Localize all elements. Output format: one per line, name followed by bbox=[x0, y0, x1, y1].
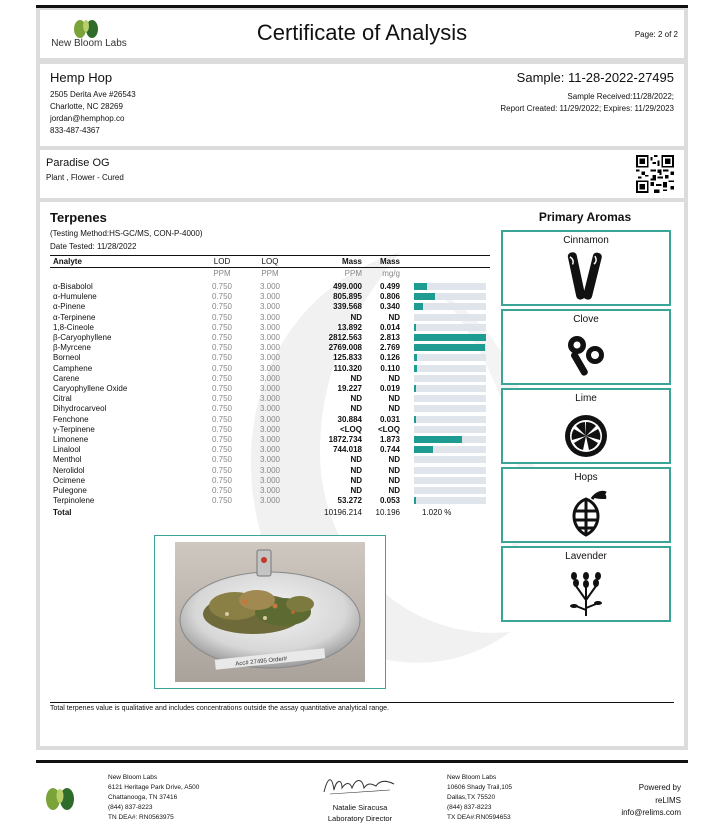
concentration-bar-track bbox=[414, 344, 486, 351]
lod-cell: 0.750 bbox=[211, 302, 233, 312]
concentration-bar bbox=[414, 324, 416, 331]
unit-mass-ppm: PPM bbox=[344, 269, 362, 278]
loq-cell: 3.000 bbox=[259, 404, 281, 414]
unit-loq: PPM bbox=[261, 269, 279, 278]
header-lod: LOD bbox=[213, 257, 231, 266]
mass-ppm-cell: ND bbox=[350, 475, 362, 485]
primary-aromas-title: Primary Aromas bbox=[538, 210, 632, 224]
mass-ppm-cell: 805.895 bbox=[333, 292, 362, 302]
testing-method: (Testing Method:HS-GC/MS, CON-P-4000) bbox=[50, 229, 203, 238]
mass-ppm-cell: 19.227 bbox=[337, 384, 362, 393]
mass-mg-cell: 2.813 bbox=[379, 333, 400, 342]
mass-mg-cell: 1.873 bbox=[379, 435, 400, 444]
mass-mg-cell: 0.499 bbox=[379, 282, 400, 291]
footer-lab-tx-name: New Bloom Labs bbox=[447, 774, 497, 781]
sample-photo bbox=[175, 542, 365, 682]
mass-ppm-cell: 125.833 bbox=[333, 353, 362, 363]
lod-cell: 0.750 bbox=[211, 465, 233, 475]
concentration-bar-track bbox=[414, 487, 486, 494]
client-phone: 833-487-4367 bbox=[50, 126, 100, 135]
lod-cell: 0.750 bbox=[211, 445, 233, 455]
aroma-card-cinnamon bbox=[501, 230, 671, 306]
mass-mg-cell: ND bbox=[388, 394, 400, 404]
mass-ppm-cell: 2812.563 bbox=[328, 333, 362, 342]
director-name: Natalie Siracusa bbox=[332, 803, 388, 812]
mass-ppm-cell: ND bbox=[350, 312, 362, 322]
table-top-rule bbox=[50, 255, 490, 256]
footer-lab-tx-city: Dallas,TX 75520 bbox=[447, 794, 496, 801]
aroma-card-hops bbox=[501, 467, 671, 543]
total-ppm: 10196.214 bbox=[324, 508, 362, 517]
analyte-cell: Carene bbox=[53, 373, 80, 383]
mass-ppm-cell: 499.000 bbox=[333, 282, 362, 291]
report-dates: Report Created: 11/29/2022; Expires: 11/29/2023 bbox=[500, 104, 674, 113]
analyte-cell: α-Bisabolol bbox=[53, 282, 93, 291]
aroma-label: Lavender bbox=[565, 551, 607, 562]
footer-lab-tn bbox=[108, 773, 199, 823]
mass-ppm-cell: <LOQ bbox=[339, 424, 362, 434]
lod-cell: 0.750 bbox=[211, 312, 233, 322]
mass-ppm-cell: ND bbox=[350, 465, 362, 475]
concentration-bar-track bbox=[414, 467, 486, 474]
concentration-bar bbox=[414, 344, 485, 351]
footnote-rule bbox=[50, 702, 674, 703]
concentration-bar-track bbox=[414, 497, 486, 504]
director-title: Laboratory Director bbox=[327, 814, 393, 823]
aroma-label: Cinnamon bbox=[563, 235, 609, 246]
sample-received: Sample Received:11/28/2022; bbox=[567, 92, 674, 101]
mass-ppm-cell: 110.320 bbox=[333, 363, 362, 373]
lod-cell: 0.750 bbox=[211, 404, 233, 414]
mass-ppm-cell: 1872.734 bbox=[328, 435, 362, 444]
footer-lab-tn-phone: (844) 837-8223 bbox=[108, 804, 153, 811]
total-label: Total bbox=[53, 508, 72, 517]
client-name: Hemp Hop bbox=[50, 70, 113, 85]
loq-cell: 3.000 bbox=[259, 445, 281, 455]
loq-cell: 3.000 bbox=[259, 435, 281, 444]
concentration-bar bbox=[414, 303, 423, 310]
lod-cell: 0.750 bbox=[211, 424, 233, 434]
analyte-cell: Terpinolene bbox=[53, 496, 95, 506]
mass-mg-cell: 0.126 bbox=[379, 353, 400, 363]
loq-cell: 3.000 bbox=[259, 394, 281, 404]
loq-cell: 3.000 bbox=[259, 363, 281, 373]
terpenes-title: Terpenes bbox=[50, 210, 107, 225]
concentration-bar-track bbox=[414, 456, 486, 463]
header-analyte: Analyte bbox=[53, 257, 82, 266]
analyte-cell: β-Caryophyllene bbox=[53, 333, 112, 342]
analyte-cell: 1,8-Cineole bbox=[53, 322, 94, 332]
lod-cell: 0.750 bbox=[211, 343, 233, 353]
photo-label: Acc# 27495 Order# bbox=[235, 656, 288, 668]
loq-cell: 3.000 bbox=[259, 414, 281, 424]
footer-lab-tx-address: 10606 Shady Trail,105 bbox=[447, 784, 513, 791]
lod-cell: 0.750 bbox=[211, 414, 233, 424]
product-panel bbox=[40, 150, 684, 198]
concentration-bar bbox=[414, 497, 416, 504]
header-loq: LOQ bbox=[261, 257, 279, 266]
mass-mg-cell: 0.110 bbox=[380, 363, 400, 373]
concentration-bar-track bbox=[414, 324, 486, 331]
analyte-cell: Dihydrocarveol bbox=[53, 404, 107, 414]
loq-cell: 3.000 bbox=[259, 496, 281, 506]
analyte-cell: Linalool bbox=[53, 445, 81, 455]
lod-cell: 0.750 bbox=[211, 455, 233, 465]
powered-by-email[interactable]: info@relims.com bbox=[621, 808, 681, 817]
loq-cell: 3.000 bbox=[259, 312, 281, 322]
loq-cell: 3.000 bbox=[259, 333, 281, 342]
loq-cell: 3.000 bbox=[259, 292, 281, 302]
header bbox=[40, 10, 684, 58]
concentration-bar bbox=[414, 354, 417, 361]
header-mass-mg: Mass bbox=[379, 257, 400, 266]
concentration-bar-track bbox=[414, 395, 486, 402]
client-email: jordan@hemphop.co bbox=[50, 114, 125, 123]
lod-cell: 0.750 bbox=[211, 363, 233, 373]
analyte-cell: Nerolidol bbox=[53, 465, 85, 475]
loq-cell: 3.000 bbox=[259, 486, 281, 495]
page-title: Certificate of Analysis bbox=[256, 20, 468, 45]
lod-cell: 0.750 bbox=[211, 292, 233, 302]
concentration-bar-track bbox=[414, 477, 486, 484]
footer-lab-tx-phone: (844) 837-8223 bbox=[447, 804, 492, 811]
aroma-card-lavender bbox=[501, 546, 671, 622]
lab-logo-text: New Bloom Labs bbox=[51, 38, 127, 49]
client-address2: Charlotte, NC 28269 bbox=[50, 102, 123, 111]
aroma-label: Lime bbox=[575, 393, 597, 404]
product-name: Paradise OG bbox=[46, 157, 110, 169]
concentration-bar bbox=[414, 283, 427, 290]
mass-ppm-cell: 13.892 bbox=[337, 322, 362, 332]
footer-lab-tn-city: Chattanooga, TN 37416 bbox=[108, 794, 178, 801]
mass-mg-cell: 0.340 bbox=[379, 302, 400, 312]
aroma-label: Clove bbox=[573, 314, 599, 325]
aroma-card-lime bbox=[501, 388, 671, 464]
lod-cell: 0.750 bbox=[211, 373, 233, 383]
lod-cell: 0.750 bbox=[211, 322, 233, 332]
concentration-bar-track bbox=[414, 436, 486, 443]
concentration-bar bbox=[414, 334, 486, 341]
client-panel bbox=[40, 64, 684, 146]
concentration-bar bbox=[414, 446, 433, 453]
concentration-bar-track bbox=[414, 293, 486, 300]
analyte-cell: γ-Terpinene bbox=[53, 424, 95, 434]
mass-ppm-cell: 2769.008 bbox=[328, 343, 362, 353]
loq-cell: 3.000 bbox=[259, 373, 281, 383]
loq-cell: 3.000 bbox=[259, 353, 281, 363]
lod-cell: 0.750 bbox=[211, 435, 233, 444]
powered-by-label: Powered by bbox=[638, 783, 681, 792]
mass-ppm-cell: ND bbox=[350, 373, 362, 383]
concentration-bar-track bbox=[414, 283, 486, 290]
mass-mg-cell: ND bbox=[388, 312, 400, 322]
analyte-cell: Menthol bbox=[53, 455, 82, 465]
qr-code-icon bbox=[636, 155, 674, 193]
lod-cell: 0.750 bbox=[211, 496, 233, 506]
analyte-cell: Limonene bbox=[53, 435, 89, 444]
director-signature bbox=[320, 772, 398, 798]
analyte-cell: β-Myrcene bbox=[53, 343, 91, 353]
footer-lab-tn-dea: TN DEA#: RN0563975 bbox=[108, 814, 174, 821]
mass-mg-cell: ND bbox=[388, 455, 400, 465]
lavender-icon bbox=[562, 566, 610, 618]
sample-id: Sample: 11-28-2022-27495 bbox=[516, 70, 674, 85]
mass-mg-cell: ND bbox=[388, 373, 400, 383]
mass-ppm-cell: ND bbox=[350, 486, 362, 495]
lime-icon bbox=[562, 408, 610, 460]
lod-cell: 0.750 bbox=[211, 384, 233, 393]
unit-lod: PPM bbox=[213, 269, 231, 278]
loq-cell: 3.000 bbox=[259, 455, 281, 465]
concentration-bar-track bbox=[414, 365, 486, 372]
main-panel bbox=[40, 202, 684, 746]
lod-cell: 0.750 bbox=[211, 333, 233, 342]
loq-cell: 3.000 bbox=[259, 302, 281, 312]
sample-photo-frame bbox=[154, 535, 386, 689]
mass-ppm-cell: 744.018 bbox=[333, 445, 362, 455]
concentration-bar-track bbox=[414, 303, 486, 310]
mass-mg-cell: 0.014 bbox=[379, 322, 400, 332]
mass-mg-cell: 0.053 bbox=[379, 496, 400, 506]
footer-lab-tx-dea: TX DEA#:RN0594653 bbox=[447, 814, 511, 821]
concentration-bar-track bbox=[414, 385, 486, 392]
concentration-bar bbox=[414, 416, 416, 423]
concentration-bar bbox=[414, 385, 416, 392]
unit-mass-mg: mg/g bbox=[382, 269, 400, 278]
analyte-cell: Fenchone bbox=[53, 414, 89, 424]
lod-cell: 0.750 bbox=[211, 486, 233, 495]
concentration-bar-track bbox=[414, 446, 486, 453]
hops-icon bbox=[562, 487, 610, 539]
header-rule bbox=[36, 5, 688, 8]
loq-cell: 3.000 bbox=[259, 465, 281, 475]
concentration-bar bbox=[414, 365, 417, 372]
lod-cell: 0.750 bbox=[211, 353, 233, 363]
cinnamon-icon bbox=[562, 250, 610, 302]
lod-cell: 0.750 bbox=[211, 282, 233, 291]
analyte-cell: α-Humulene bbox=[53, 292, 97, 302]
page-number: Page: 2 of 2 bbox=[634, 30, 678, 39]
concentration-bar-track bbox=[414, 426, 486, 433]
director-block bbox=[300, 802, 420, 824]
terpenes-footnote: Total terpenes value is qualitative and includes concentrations outside the assay quantitative analytical range. bbox=[50, 705, 389, 712]
total-mg: 10.196 bbox=[375, 508, 400, 517]
mass-ppm-cell: ND bbox=[350, 394, 362, 404]
footer-lab-tn-name: New Bloom Labs bbox=[108, 774, 158, 781]
mass-ppm-cell: 339.568 bbox=[333, 302, 362, 312]
mass-mg-cell: 2.769 bbox=[379, 343, 400, 353]
footer-lab-tn-address: 6121 Heritage Park Drive, A500 bbox=[108, 784, 200, 791]
concentration-bar-track bbox=[414, 405, 486, 412]
mass-ppm-cell: 30.884 bbox=[337, 414, 362, 424]
analyte-cell: Citral bbox=[53, 394, 72, 404]
analyte-cell: Caryophyllene Oxide bbox=[53, 384, 128, 393]
loq-cell: 3.000 bbox=[259, 384, 281, 393]
analyte-cell: Pulegone bbox=[53, 486, 87, 495]
mass-mg-cell: <LOQ bbox=[377, 424, 400, 434]
total-percent: 1.020 % bbox=[422, 508, 452, 517]
table-header-rule bbox=[50, 267, 490, 268]
lod-cell: 0.750 bbox=[211, 394, 233, 404]
header-mass-ppm: Mass bbox=[341, 257, 362, 266]
mass-ppm-cell: 53.272 bbox=[337, 496, 362, 506]
mass-mg-cell: 0.019 bbox=[379, 384, 400, 393]
powered-by-brand: reLIMS bbox=[655, 795, 681, 805]
concentration-bar bbox=[414, 436, 462, 443]
analyte-cell: α-Terpinene bbox=[53, 312, 96, 322]
loq-cell: 3.000 bbox=[259, 322, 281, 332]
mass-mg-cell: ND bbox=[388, 465, 400, 475]
date-tested: Date Tested: 11/28/2022 bbox=[50, 242, 137, 251]
loq-cell: 3.000 bbox=[259, 282, 281, 291]
mass-mg-cell: ND bbox=[388, 486, 400, 495]
aroma-label: Hops bbox=[574, 472, 598, 483]
concentration-bar-track bbox=[414, 314, 486, 321]
concentration-bar bbox=[414, 293, 435, 300]
mass-ppm-cell: ND bbox=[350, 404, 362, 414]
product-type: Plant , Flower - Cured bbox=[46, 173, 124, 182]
concentration-bar-track bbox=[414, 354, 486, 361]
analyte-cell: α-Pinene bbox=[53, 302, 86, 312]
analyte-cell: Borneol bbox=[53, 353, 81, 363]
loq-cell: 3.000 bbox=[259, 343, 281, 353]
concentration-bar-track bbox=[414, 375, 486, 382]
analyte-cell: Camphene bbox=[53, 363, 93, 373]
aroma-card-clove bbox=[501, 309, 671, 385]
mass-mg-cell: ND bbox=[388, 404, 400, 414]
concentration-bar-track bbox=[414, 334, 486, 341]
mass-ppm-cell: ND bbox=[350, 455, 362, 465]
loq-cell: 3.000 bbox=[259, 424, 281, 434]
loq-cell: 3.000 bbox=[259, 475, 281, 485]
powered-by bbox=[591, 782, 681, 820]
lod-cell: 0.750 bbox=[211, 475, 233, 485]
footer-lab-tx bbox=[447, 773, 512, 823]
footer-logo-icon bbox=[43, 786, 77, 812]
clove-icon bbox=[562, 329, 610, 381]
mass-mg-cell: 0.031 bbox=[379, 414, 400, 424]
mass-mg-cell: ND bbox=[388, 475, 400, 485]
footer-rule bbox=[36, 760, 688, 763]
concentration-bar-track bbox=[414, 416, 486, 423]
mass-mg-cell: 0.806 bbox=[379, 292, 400, 302]
client-address1: 2505 Derita Ave #26543 bbox=[50, 90, 136, 99]
analyte-cell: Ocimene bbox=[53, 475, 86, 485]
mass-mg-cell: 0.744 bbox=[379, 445, 400, 455]
